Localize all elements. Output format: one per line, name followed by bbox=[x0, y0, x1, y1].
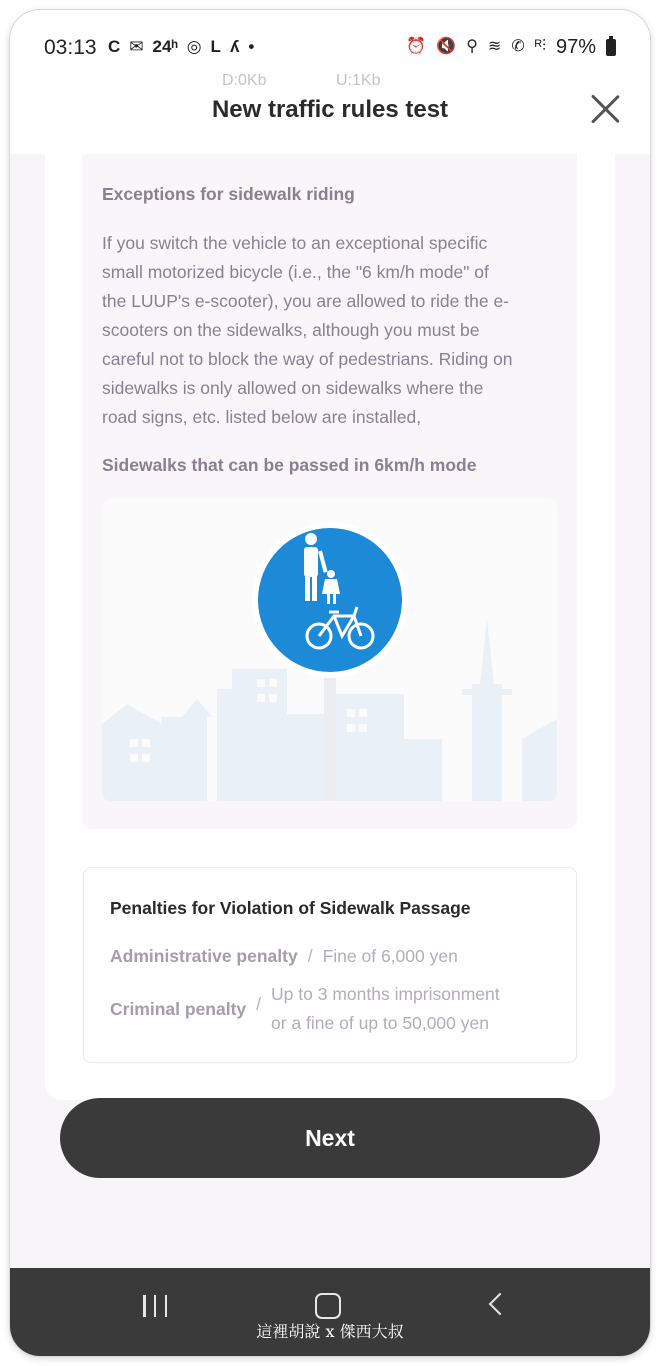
next-button[interactable]: Next bbox=[60, 1098, 600, 1178]
wechat-icon: ✉ bbox=[129, 37, 144, 56]
penalty-separator: / bbox=[307, 946, 313, 966]
road-sign-illustration bbox=[102, 499, 557, 801]
c-app-icon: C bbox=[108, 37, 121, 56]
notification-icons bbox=[108, 36, 254, 58]
close-icon[interactable] bbox=[590, 94, 620, 124]
alarm-icon: ⏰ bbox=[406, 38, 427, 55]
watermark: 這裡胡說 x 傑西大叔 bbox=[256, 1322, 404, 1341]
penalty-row-criminal bbox=[110, 980, 500, 1038]
exceptions-heading: Exceptions for sidewalk riding bbox=[102, 184, 355, 204]
24h-icon: 24ʰ bbox=[152, 37, 178, 56]
penalty-label: Criminal penalty bbox=[110, 999, 247, 1019]
system-icons bbox=[406, 36, 616, 58]
more-dot-icon: • bbox=[248, 37, 255, 56]
penalties-box bbox=[83, 867, 577, 1063]
recent-apps-icon[interactable] bbox=[143, 1295, 167, 1317]
wifi-icon: ≋ bbox=[487, 38, 502, 55]
location-icon: ⚲ bbox=[466, 38, 478, 55]
l-shield-icon: L bbox=[210, 37, 221, 56]
status-time: 03:13 bbox=[44, 36, 97, 59]
battery-percent: 97% bbox=[555, 36, 596, 58]
penalty-value: Fine of 6,000 yen bbox=[322, 946, 458, 966]
download-speed: D:0Kb bbox=[222, 72, 267, 89]
mute-icon: 🔇 bbox=[436, 38, 457, 55]
instagram-icon: ◎ bbox=[186, 37, 202, 56]
road-sign-svg bbox=[102, 499, 557, 801]
acrobat-icon: ʎ bbox=[229, 37, 240, 56]
page-title: New traffic rules test bbox=[211, 96, 449, 123]
penalty-separator: / bbox=[256, 994, 262, 1014]
status-bar bbox=[10, 10, 650, 80]
upload-speed: U:1Kb bbox=[336, 72, 381, 89]
penalty-value: Up to 3 months imprisonment or a fine of up to 50,000 yen bbox=[271, 984, 500, 1033]
sidewalk-mode-heading: Sidewalks that can be passed in 6km/h mode bbox=[102, 455, 477, 475]
sign-pole bbox=[324, 677, 336, 801]
wifi-call-icon: ✆ bbox=[511, 38, 525, 55]
penalty-label: Administrative penalty bbox=[110, 946, 298, 966]
system-nav-bar bbox=[10, 1268, 650, 1356]
penalties-title: Penalties for Violation of Sidewalk Passage bbox=[110, 898, 471, 918]
signal-icon: ᴿ⫶ bbox=[534, 38, 546, 55]
penalty-row-administrative bbox=[110, 942, 458, 971]
home-icon[interactable] bbox=[315, 1293, 341, 1319]
battery-icon bbox=[606, 39, 616, 56]
exceptions-paragraph: If you switch the vehicle to an exceptional specific small motorized bicycle (i.e., the "6 km/h mode" of the LUUP's e-scooter), you are allowed to ride the e- scooters on the sidewalks, although you must be careful not to block the way of pedestrians. Riding on sidewalks is only allowed on sidewalks where the road signs, etc. listed below are installed, bbox=[102, 233, 513, 427]
back-icon[interactable] bbox=[489, 1293, 512, 1316]
phone-frame bbox=[10, 10, 650, 1356]
